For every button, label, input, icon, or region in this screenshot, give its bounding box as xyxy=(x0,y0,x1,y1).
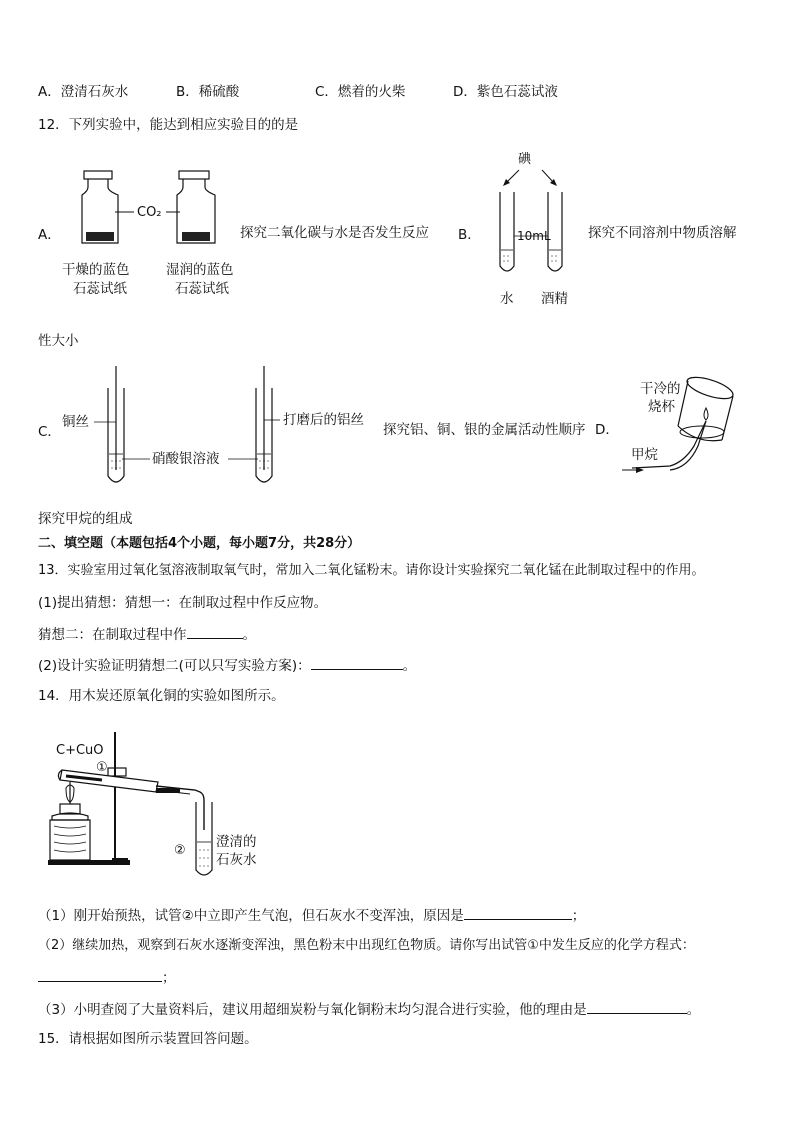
option-d-purpose: 探究甲烷的组成 xyxy=(38,511,133,527)
q14-sub2: （2）继续加热，观察到石灰水逐渐变浑浊，黑色粉末中出现红色物质。请你写出试管①中发生反应的化学方程式： xyxy=(38,938,695,953)
q13-guess2-prefix: 猜想二：在制取过程中作 xyxy=(38,627,187,643)
copper-wire-label: 铜丝 xyxy=(62,414,89,430)
co2-bottles-figure xyxy=(70,165,250,255)
dry-litmus-label-2: 石蕊试纸 xyxy=(73,281,127,297)
q12-option-b-letter: B． xyxy=(458,227,481,243)
limewater-label-1: 澄清的 xyxy=(216,834,257,850)
q13-part2-prefix: (2)设计实验证明猜想二(可以只写实验方案)： xyxy=(38,658,311,674)
q12-option-d-letter: D． xyxy=(595,422,619,438)
co2-label: CO₂ xyxy=(137,205,162,220)
tube1-mark: ① xyxy=(96,760,108,775)
q15-stem: 15．请根据如图所示装置回答问题。 xyxy=(38,1031,258,1047)
q11-option-b: B．稀硫酸 xyxy=(176,84,240,100)
alcohol-label: 酒精 xyxy=(541,291,568,307)
tube2-mark: ② xyxy=(174,843,186,858)
q14-sub2-suffix: ； xyxy=(162,970,176,986)
q13-part2-suffix: 。 xyxy=(402,658,417,674)
q14-sub1 xyxy=(38,905,585,925)
q14-sub1-blank[interactable] xyxy=(464,905,572,920)
q13-guess2-blank[interactable] xyxy=(187,624,243,639)
q14-sub3-blank[interactable] xyxy=(587,999,687,1014)
water-label: 水 xyxy=(500,291,514,307)
reagent-label: C+CuO xyxy=(56,743,104,758)
q14-stem: 14．用木炭还原氧化铜的实验如图所示。 xyxy=(38,688,285,704)
dry-cold-beaker-label-1: 干冷的 xyxy=(640,381,681,397)
dry-cold-beaker-label-2: 烧杯 xyxy=(648,399,675,415)
q13-guess2 xyxy=(38,624,256,644)
q14-sub2-blank[interactable] xyxy=(38,967,162,982)
wet-litmus-label-1: 湿润的蓝色 xyxy=(166,262,234,278)
q14-sub3 xyxy=(38,999,700,1019)
q14-sub1-suffix: ； xyxy=(571,908,586,924)
volume-label: 10mL xyxy=(517,229,551,243)
limewater-label-2: 石灰水 xyxy=(216,852,257,868)
q14-sub3-prefix: （3）小明查阅了大量资料后，建议用超细炭粉与氧化铜粉末均匀混合进行实验，他的理由是 xyxy=(38,1002,587,1018)
q12-option-a-letter: A． xyxy=(38,227,61,243)
aluminum-wire-label: 打磨后的铝丝 xyxy=(283,412,364,428)
q13-part1: (1)提出猜想：猜想一：在制取过程中作反应物。 xyxy=(38,595,328,611)
q11-option-d: D．紫色石蕊试液 xyxy=(453,84,558,100)
silver-nitrate-label: 硝酸银溶液 xyxy=(152,451,220,467)
q13-part2 xyxy=(38,655,416,675)
q13-stem: 13．实验室用过氧化氢溶液制取氧气时，常加入二氧化锰粉末。请你设计实验探究二氧化锰在此制取过程中的作用。 xyxy=(38,563,705,578)
option-b-purpose-cont: 性大小 xyxy=(38,333,79,349)
wet-litmus-label-2: 石蕊试纸 xyxy=(175,281,229,297)
q12-stem: 12．下列实验中，能达到相应实验目的的是 xyxy=(38,117,299,133)
dry-litmus-label-1: 干燥的蓝色 xyxy=(62,262,130,278)
q14-sub1-prefix: （1）刚开始预热，试管②中立即产生气泡，但石灰水不变浑浊，原因是 xyxy=(38,908,464,924)
q14-sub2-answer xyxy=(38,967,176,987)
option-c-purpose: 探究铝、铜、银的金属活动性顺序 xyxy=(383,422,586,438)
iodine-solvents-figure xyxy=(490,150,580,305)
q12-option-c-letter: C． xyxy=(38,424,61,440)
q11-option-a: A．澄清石灰水 xyxy=(38,84,129,100)
q14-sub3-suffix: 。 xyxy=(686,1002,701,1018)
q13-guess2-suffix: 。 xyxy=(242,627,256,643)
q11-option-c: C．燃着的火柴 xyxy=(315,84,406,100)
q13-part2-blank[interactable] xyxy=(311,655,403,670)
option-a-purpose: 探究二氧化碳与水是否发生反应 xyxy=(240,225,429,241)
iodine-label: 碘 xyxy=(518,152,532,167)
option-b-purpose: 探究不同溶剂中物质溶解 xyxy=(588,225,737,241)
section-heading: 二、填空题（本题包括4个小题，每小题7分，共28分） xyxy=(38,536,361,551)
methane-label: 甲烷 xyxy=(631,447,658,463)
